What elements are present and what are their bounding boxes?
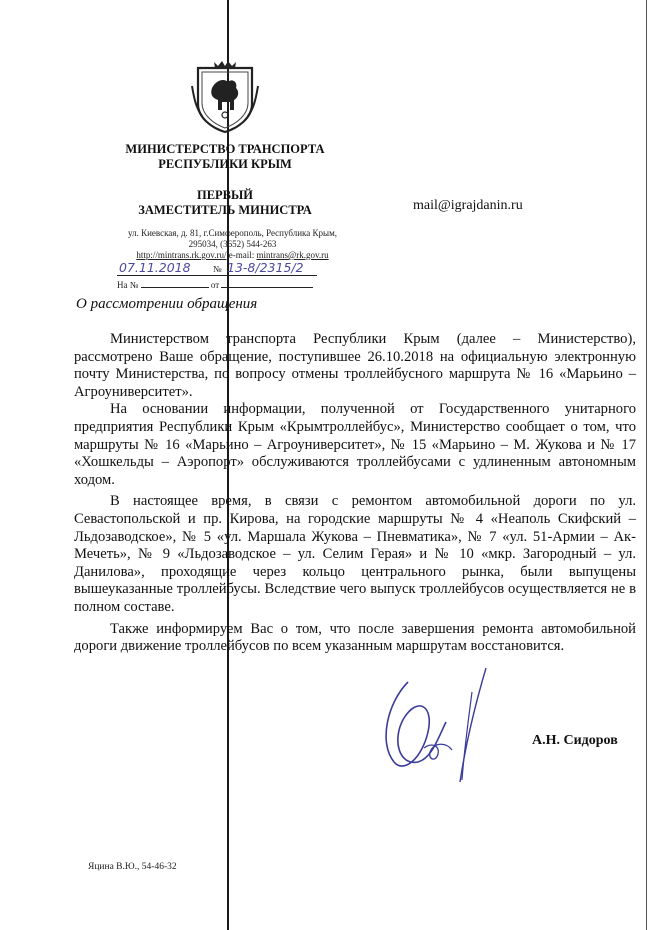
- ministry-address: [100, 228, 365, 261]
- registration-line: [117, 260, 317, 276]
- registration-date: 07.11.2018: [119, 260, 191, 275]
- reference-date-blank: [221, 287, 313, 288]
- website-link[interactable]: http://mintrans.rk.gov.ru/: [136, 250, 227, 260]
- letter-body: [74, 331, 636, 656]
- ministry-name-line1: МИНИСТЕРСТВО ТРАНСПОРТА: [125, 142, 325, 156]
- subject-line: О рассмотрении обращения: [76, 296, 258, 312]
- body-paragraph-3: В настоящее время, в связи с ремонтом автомобильной дороги по ул. Севастопольской и пр. Кирова, на городские маршруты № 4 «Неаполь Скифский – Льдозаводское», № 5 «ул. Маршала Жукова – Пневматика», № 7 «ул. 51-Армии – Ак-Мечеть», № 9 «Льдозаводское – ул. Селим Герая» и № 10 «мкр. Загородный – ул. Данилова», проходящие через кольцо центрального рынка, были выпущены вышеуказанные троллейбусы. Вследствие чего выпуск троллейбусов осуществляется не в полном составе.: [74, 493, 636, 615]
- body-paragraph-4: Также информируем Вас о том, что после завершения ремонта автомобильной дороги движение троллейбусов по всем указанным маршрутам восстановится.: [74, 620, 636, 655]
- registration-underline: [117, 275, 317, 276]
- handwritten-signature: [368, 662, 498, 792]
- ministry-name-line2: РЕСПУБЛИКИ КРЫМ: [158, 157, 292, 171]
- registration-number: 13-8/2315/2: [227, 260, 304, 275]
- signatory-name: А.Н. Сидоров: [532, 733, 618, 748]
- reference-label: На №: [117, 280, 139, 290]
- executor-contact: Яцина В.Ю., 54-46-32: [88, 862, 177, 872]
- position-line2: ЗАМЕСТИТЕЛЬ МИНИСТРА: [138, 203, 312, 217]
- email-label: e-mail:: [228, 250, 255, 260]
- coat-of-arms-emblem: [190, 58, 260, 134]
- email-link[interactable]: mintrans@rk.gov.ru: [256, 250, 329, 260]
- reference-from-label: от: [210, 280, 220, 290]
- registration-number-label: №: [213, 264, 222, 274]
- recipient-email: mail@igrajdanin.ru: [413, 198, 523, 213]
- address-line1: ул. Киевская, д. 81, г.Симферополь, Республика Крым,: [127, 228, 338, 238]
- position-line1: ПЕРВЫЙ: [196, 188, 254, 202]
- scan-line-right: [646, 0, 647, 930]
- signer-position: [70, 188, 380, 218]
- ministry-name: [70, 142, 380, 172]
- body-paragraph-1: Министерством транспорта Республики Крым (далее – Министерство), рассмотрено Ваше обращение, поступившее 26.10.2018 на официальную электронную почту Министерства, по вопросу отмены троллейбусного маршрута № 16 «Марьино – Агроуниверситет».: [74, 331, 636, 400]
- body-paragraph-2: На основании информации, полученной от Государственного унитарного предприятия Республики Крым «Крымтроллейбус», Министерство сообщает о том, что маршруты № 16 «Марьино – Агроуниверситет», № 15 «Марьино – М. Жукова и № 17 «Хошкельды – Аэропорт» обслуживаются троллейбусами с удлиненным автономным ходом.: [74, 401, 636, 488]
- reference-number-blank: [141, 287, 209, 288]
- address-line2: 295034, (3652) 544-263: [188, 239, 277, 249]
- reference-line: [117, 280, 327, 294]
